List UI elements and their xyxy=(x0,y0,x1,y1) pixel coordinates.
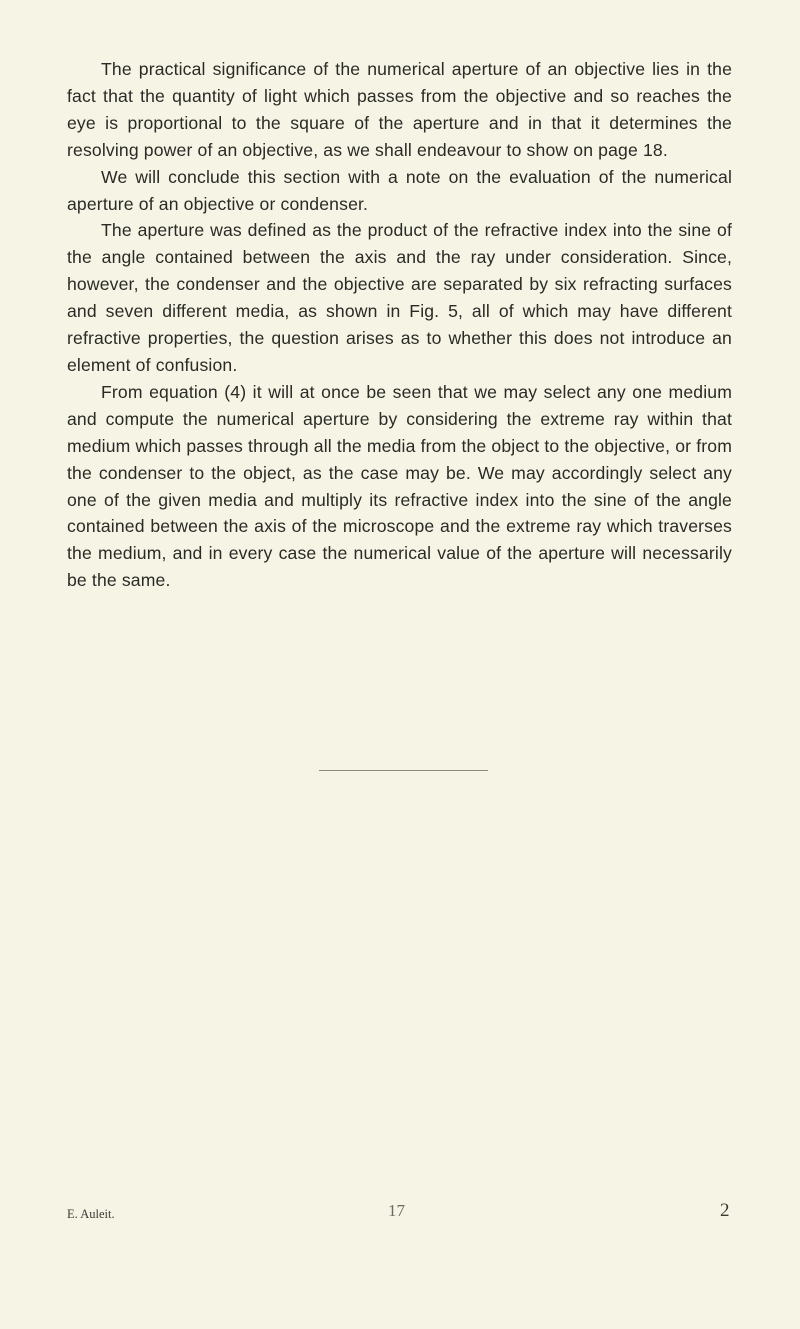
paragraph: From equation (4) it will at once be seen that we may select any one medium and compute the numerical aperture by considering the extreme ray within that medium which passes through all the media from the object to the objective, or from the condenser to the object, as the case may be. We may accordingly select any one of the given media and multiply its refractive index into the sine of the angle contained between the axis of the microscope and the extreme ray which traverses the medium, and in every case the numerical value of the aperture will necessarily be the same. xyxy=(67,381,732,591)
paragraph: The practical significance of the numerical aperture of an objective lies in the fact that the quantity of light which passes from the objective and so reaches the eye is proportional to the square of the aperture and in that it determines the resolving power of an objective, as we shall endeavour to show on page 18. xyxy=(67,59,732,160)
section-divider xyxy=(319,770,488,771)
signature-mark: 17 xyxy=(388,1201,405,1220)
gathering-number: 2 xyxy=(720,1200,730,1221)
printer-imprint: E. Auleit. xyxy=(67,1207,115,1221)
body-text xyxy=(67,56,732,594)
paragraph: The aperture was defined as the product of the refractive index into the sine of the angle contained between the axis and the ray under consideration. Since, however, the condenser and the objective are separated by six refracting surfaces and seven different media, as shown in Fig. 5, all of which may have different refractive properties, the question arises as to whether this does not introduce an element of confusion. xyxy=(67,220,732,375)
paragraph: We will conclude this section with a note on the evaluation of the numerical aperture of an objective or condenser. xyxy=(67,166,732,214)
